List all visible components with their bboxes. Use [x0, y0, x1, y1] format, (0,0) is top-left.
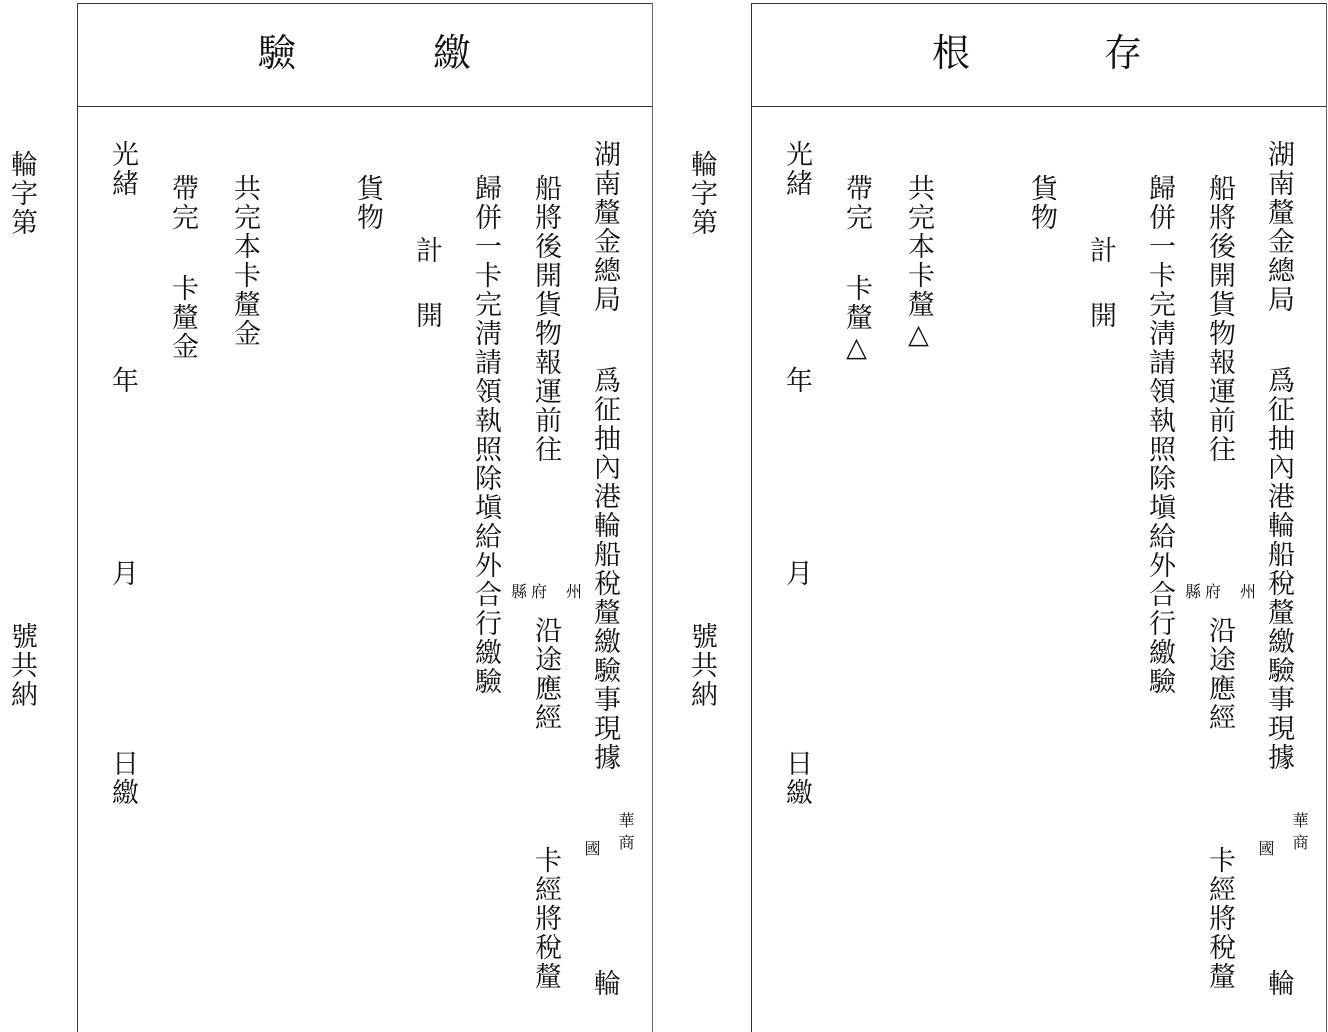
col-total-duty: 共完本卡釐△ — [903, 174, 934, 352]
merchant-annotation: 國 — [582, 840, 601, 856]
merchant-annotation: 商 — [616, 834, 635, 850]
col-goods: 貨物 — [352, 174, 383, 232]
col-purpose: 爲征抽內港輪船稅釐繳驗事現據 — [1263, 366, 1294, 772]
form-title-char: 驗 — [258, 31, 297, 75]
date-year: 年 — [781, 366, 812, 395]
col-carry-label: 帶完 — [841, 174, 872, 232]
left-margin-bottom-label: 號共納 — [6, 622, 37, 709]
col-cargo-head: 船將後開貨物報運前往 — [1204, 174, 1235, 464]
middle-margin-top-label: 輪字第 — [686, 150, 717, 237]
place-annotation: 府 — [531, 582, 548, 601]
col-carry-duty: 卡釐金 — [167, 274, 198, 361]
date-day: 日繳 — [781, 749, 812, 807]
col-route: 沿途應經 — [1204, 616, 1235, 732]
left-margin-top-label: 輪字第 — [6, 150, 37, 237]
date-year: 年 — [107, 366, 138, 395]
form-header — [78, 4, 652, 107]
col-cargo-head: 船將後開貨物報運前往 — [530, 174, 561, 464]
merchant-annotation: 商 — [1290, 834, 1309, 850]
place-annotation: 縣 — [511, 582, 528, 601]
date-month: 月 — [107, 559, 138, 588]
place-annotation: 府 — [1205, 582, 1222, 601]
date-month: 月 — [781, 559, 812, 588]
form-header — [752, 4, 1326, 107]
col-bureau: 湖南釐金總局 — [589, 140, 620, 314]
col-bureau: 湖南釐金總局 — [1263, 140, 1294, 314]
col-list-char: 計 — [411, 236, 442, 265]
col-total-duty: 共完本卡釐金 — [229, 174, 260, 348]
form-title-char: 根 — [932, 31, 971, 75]
col-customs: 卡經將稅釐 — [1204, 846, 1235, 991]
col-purpose: 爲征抽內港輪船稅釐繳驗事現據 — [589, 366, 620, 772]
date-era: 光緒 — [107, 140, 138, 198]
merchant-annotation: 華 — [616, 812, 635, 828]
col-list-char: 開 — [411, 301, 442, 330]
place-annotation: 縣 — [1185, 582, 1202, 601]
col-carry-duty: 卡釐△ — [841, 274, 872, 365]
date-day: 日繳 — [107, 749, 138, 807]
place-annotation: 州 — [1240, 582, 1257, 601]
place-annotation: 州 — [566, 582, 583, 601]
col-list-char: 開 — [1085, 301, 1116, 330]
col-list-char: 計 — [1085, 236, 1116, 265]
col-payment: 歸併一卡完淸請領執照除塡給外合行繳驗 — [470, 174, 501, 696]
form-title-char: 繳 — [433, 31, 472, 75]
date-era: 光緒 — [781, 140, 812, 198]
col-customs: 卡經將稅釐 — [530, 846, 561, 991]
col-payment: 歸併一卡完淸請領執照除塡給外合行繳驗 — [1144, 174, 1175, 696]
col-carry-label: 帶完 — [167, 174, 198, 232]
form-cungen — [751, 3, 1327, 1032]
ship-label: 輪 — [589, 969, 620, 998]
col-goods: 貨物 — [1026, 174, 1057, 232]
merchant-annotation: 華 — [1290, 812, 1309, 828]
ship-label: 輪 — [1263, 969, 1294, 998]
col-route: 沿途應經 — [530, 616, 561, 732]
merchant-annotation: 國 — [1256, 840, 1275, 856]
middle-margin-bottom-label: 號共納 — [686, 622, 717, 709]
form-title-char: 存 — [1104, 31, 1143, 75]
form-yanjiao — [77, 3, 653, 1032]
